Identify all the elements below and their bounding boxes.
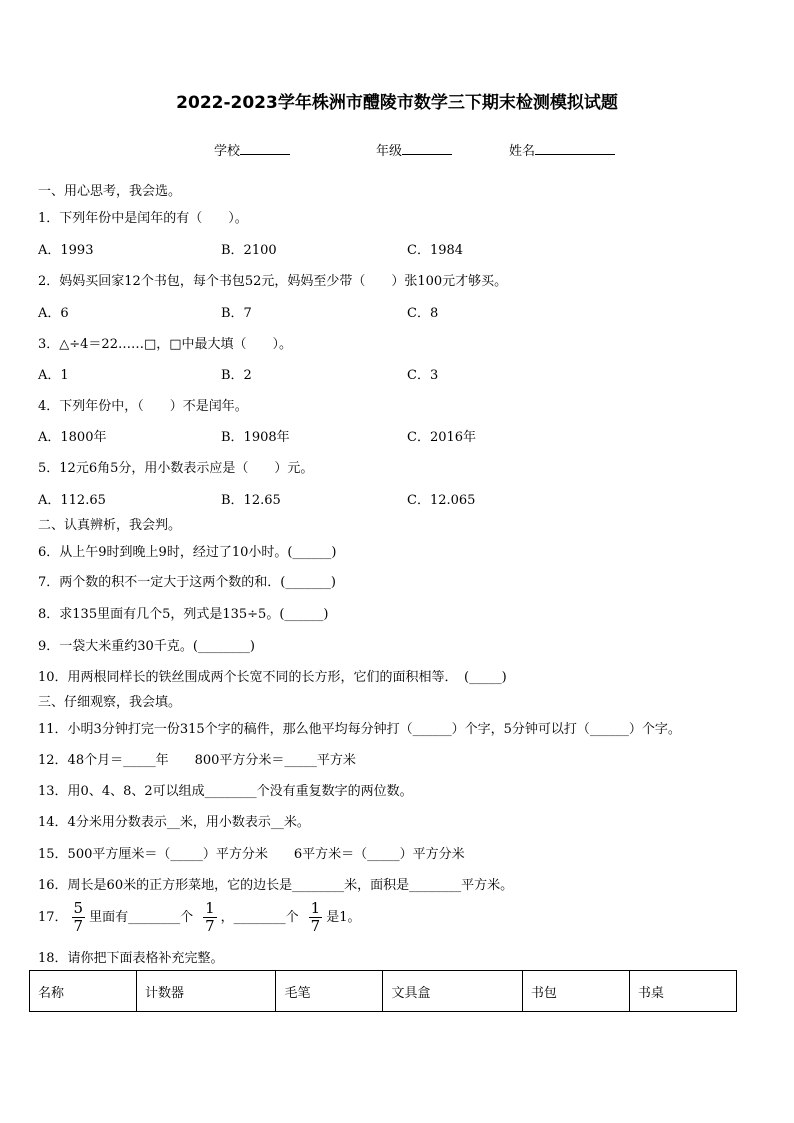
q4-option-b: B．1908年 bbox=[221, 430, 290, 445]
q5-option-b: B．12.65 bbox=[221, 493, 281, 508]
question-16: 16．周长是60米的正方形菜地，它的边长是________米，面积是________平方米。 bbox=[38, 878, 514, 893]
table-cell: 书包 bbox=[522, 971, 629, 1012]
q3-option-c: C．3 bbox=[407, 368, 439, 383]
question-10: 10．用两根同样长的铁丝围成两个长宽不同的长方形，它们的面积相等． (_____) bbox=[38, 670, 507, 685]
q4-option-a: A．1800年 bbox=[38, 430, 107, 445]
question-15: 15．500平方厘米＝（_____）平方分米 6平方米＝（_____）平方分米 bbox=[38, 847, 465, 862]
q3-option-a: A．1 bbox=[38, 368, 69, 383]
fraction-1-7-second: $\frac{1}{7}$ bbox=[310, 899, 321, 935]
q17-text-3: 是1。 bbox=[326, 910, 361, 925]
item-table bbox=[29, 970, 737, 1012]
q17-number: 17． bbox=[38, 910, 68, 925]
q2-option-c: C．8 bbox=[407, 306, 439, 321]
question-7: 7．两个数的积不一定大于这两个数的和．(_______) bbox=[38, 575, 336, 590]
name-blank[interactable] bbox=[535, 142, 615, 155]
q1-option-c: C．1984 bbox=[407, 243, 464, 258]
fraction-5-7: $\frac{5}{7}$ bbox=[73, 899, 84, 935]
q5-option-c: C．12.065 bbox=[407, 493, 476, 508]
table-cell: 书桌 bbox=[629, 971, 736, 1012]
q3-option-b: B．2 bbox=[221, 368, 252, 383]
table-cell: 毛笔 bbox=[276, 971, 383, 1012]
question-6: 6．从上午9时到晚上9时，经过了10小时。(______) bbox=[38, 545, 337, 560]
table-cell: 名称 bbox=[30, 971, 137, 1012]
q2-option-a: A．6 bbox=[38, 306, 69, 321]
question-11: 11．小明3分钟打完一份315个字的稿件，那么他平均每分钟打（______）个字，5分钟可以打（______）个字。 bbox=[38, 722, 681, 737]
school-field bbox=[214, 140, 290, 159]
school-blank[interactable] bbox=[240, 142, 290, 155]
name-field bbox=[509, 140, 615, 159]
question-13: 13．用0、4、8、2可以组成________个没有重复数字的两位数。 bbox=[38, 784, 413, 799]
q1-option-b: B．2100 bbox=[221, 243, 277, 258]
q17-text-2: ，________个 bbox=[220, 910, 299, 925]
question-17 bbox=[38, 899, 361, 937]
table-cell: 计数器 bbox=[137, 971, 276, 1012]
table-cell: 文具盒 bbox=[383, 971, 522, 1012]
grade-field bbox=[376, 140, 452, 159]
table-row bbox=[30, 971, 737, 1012]
section-3-heading: 三、仔细观察，我会填。 bbox=[38, 695, 182, 710]
fraction-1-7: $\frac{1}{7}$ bbox=[205, 899, 215, 935]
grade-blank[interactable] bbox=[402, 142, 452, 155]
q5-option-a: A．112.65 bbox=[38, 493, 106, 508]
school-label: 学校 bbox=[214, 144, 241, 159]
q4-option-c: C．2016年 bbox=[407, 430, 477, 445]
grade-label: 年级 bbox=[376, 144, 403, 159]
page-title: 2022-2023学年株洲市醴陵市数学三下期末检测模拟试题 bbox=[176, 93, 618, 113]
question-8: 8．求135里面有几个5，列式是135÷5。(______) bbox=[38, 607, 329, 622]
question-1: 1．下列年份中是闰年的有（ ）。 bbox=[38, 211, 248, 226]
question-5: 5．12元6角5分，用小数表示应是（ ）元。 bbox=[38, 461, 314, 476]
question-18: 18．请你把下面表格补充完整。 bbox=[38, 951, 224, 966]
q17-text-1: 里面有________个 bbox=[89, 910, 194, 925]
question-12: 12．48个月＝_____年 800平方分米＝_____平方米 bbox=[38, 753, 356, 768]
question-4: 4．下列年份中，（ ）不是闰年。 bbox=[38, 399, 248, 414]
section-2-heading: 二、认真辨析，我会判。 bbox=[38, 518, 182, 533]
question-3: 3．△÷4＝22……□，□中最大填（ ）。 bbox=[38, 337, 293, 352]
q2-option-b: B．7 bbox=[221, 306, 252, 321]
name-label: 姓名 bbox=[509, 144, 536, 159]
question-2: 2．妈妈买回家12个书包，每个书包52元，妈妈至少带（ ）张100元才够买。 bbox=[38, 274, 508, 289]
q1-option-a: A．1993 bbox=[38, 243, 94, 258]
question-9: 9．一袋大米重约30千克。(________) bbox=[38, 639, 255, 654]
question-14: 14．4分米用分数表示__米，用小数表示__米。 bbox=[38, 815, 310, 830]
section-1-heading: 一、用心思考，我会选。 bbox=[38, 184, 182, 199]
